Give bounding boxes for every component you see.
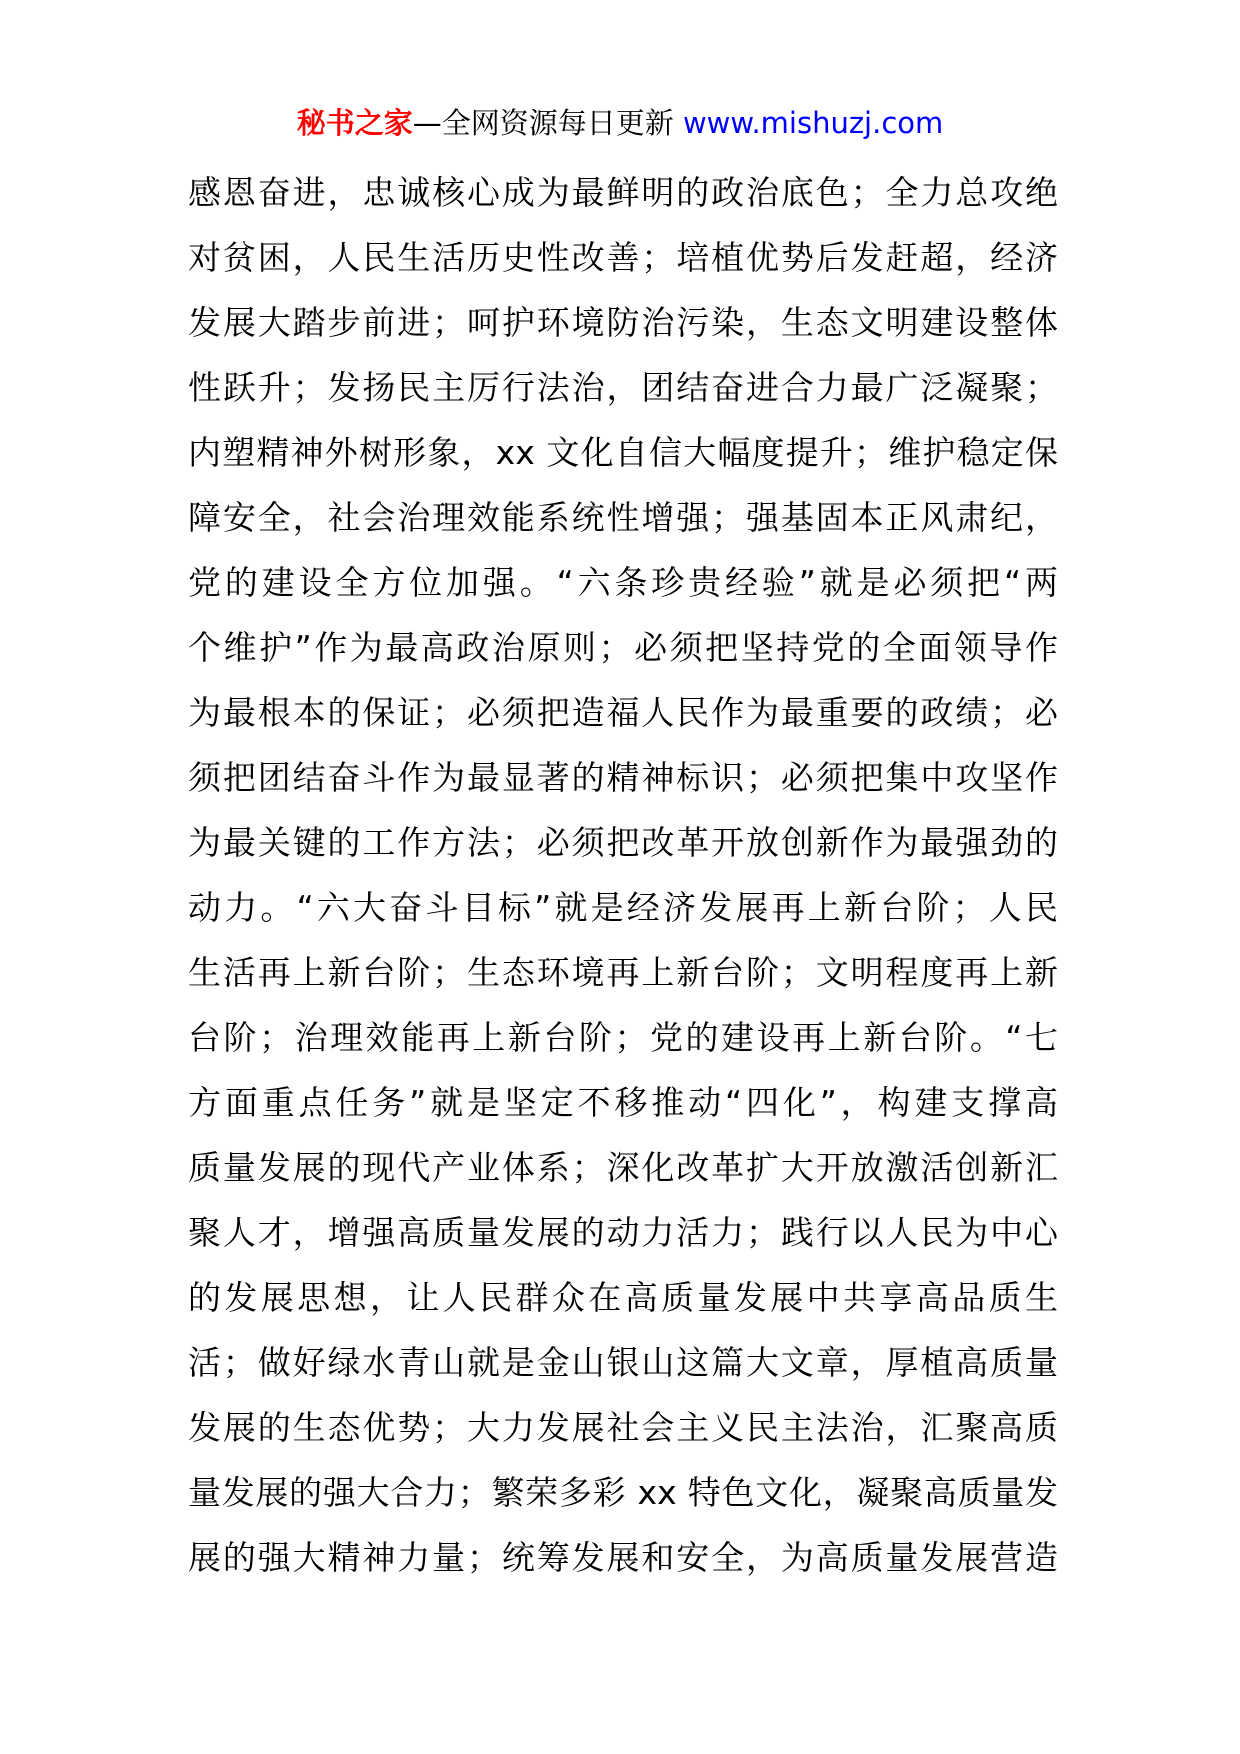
text-line: 个维护”作为最高政治原则；必须把坚持党的全面领导作 <box>188 628 1058 667</box>
text-line: 聚人才，增强高质量发展的动力活力；践行以人民为中心 <box>188 1213 1058 1252</box>
text-line: 为最根本的保证；必须把造福人民作为最重要的政绩；必 <box>188 693 1058 732</box>
text-line: 发展的生态优势；大力发展社会主义民主法治，汇聚高质 <box>188 1408 1058 1447</box>
text-line: 方面重点任务”就是坚定不移推动“四化”，构建支撑高 <box>188 1083 1058 1122</box>
text-line: 活；做好绿水青山就是金山银山这篇大文章，厚植高质量 <box>188 1343 1058 1382</box>
text-line: 发展大踏步前进；呵护环境防治污染，生态文明建设整体 <box>188 303 1058 342</box>
document-body <box>188 160 1058 1590</box>
text-line: 对贫困，人民生活历史性改善；培植优势后发赶超，经济 <box>188 238 1058 277</box>
text-line: 的发展思想，让人民群众在高质量发展中共享高品质生 <box>188 1278 1058 1317</box>
text-line: 感恩奋进，忠诚核心成为最鲜明的政治底色；全力总攻绝 <box>188 173 1058 212</box>
text-line: 动力。“六大奋斗目标”就是经济发展再上新台阶；人民 <box>188 888 1058 927</box>
site-tagline: —全网资源每日更新 <box>412 106 683 140</box>
text-line: 内塑精神外树形象，xx 文化自信大幅度提升；维护稳定保 <box>188 433 1058 472</box>
site-url-link[interactable]: www.mishuzj.com <box>682 106 944 140</box>
text-line: 展的强大精神力量；统筹发展和安全，为高质量发展营造 <box>188 1538 1058 1577</box>
text-line: 性跃升；发扬民主厉行法治，团结奋进合力最广泛凝聚； <box>188 368 1058 407</box>
site-brand: 秘书之家 <box>296 106 413 140</box>
text-line: 生活再上新台阶；生态环境再上新台阶；文明程度再上新 <box>188 953 1058 992</box>
text-line: 须把团结奋斗作为最显著的精神标识；必须把集中攻坚作 <box>188 758 1058 797</box>
text-line: 为最关键的工作方法；必须把改革开放创新作为最强劲的 <box>188 823 1058 862</box>
text-line: 质量发展的现代产业体系；深化改革扩大开放激活创新汇 <box>188 1148 1058 1187</box>
text-line: 障安全，社会治理效能系统性增强；强基固本正风肃纪， <box>188 498 1058 537</box>
text-line: 党的建设全方位加强。“六条珍贵经验”就是必须把“两 <box>188 563 1058 602</box>
text-line: 台阶；治理效能再上新台阶；党的建设再上新台阶。“七 <box>188 1018 1058 1057</box>
page-header <box>0 103 1240 143</box>
text-line: 量发展的强大合力；繁荣多彩 xx 特色文化，凝聚高质量发 <box>188 1473 1058 1512</box>
